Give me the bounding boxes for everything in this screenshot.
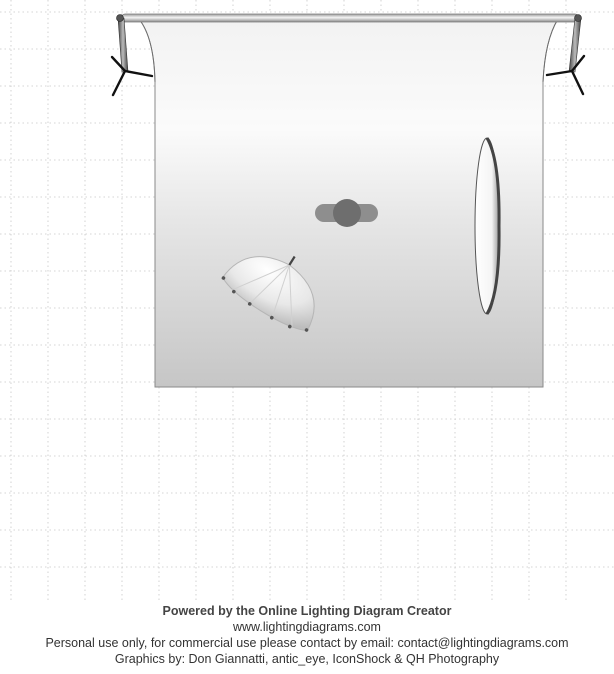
- backdrop-crossbar: [122, 14, 578, 22]
- footer-license: Personal use only, for commercial use please contact by email: contact@lightingdiagrams.com: [45, 636, 569, 650]
- reflector[interactable]: [475, 138, 499, 314]
- footer-credits: Graphics by: Don Giannatti, antic_eye, IconShock & QH Photography: [114, 652, 500, 666]
- footer-url[interactable]: www.lightingdiagrams.com: [233, 620, 381, 634]
- footer: [0, 603, 614, 667]
- footer-title: Powered by the Online Lighting Diagram Creator: [162, 604, 452, 618]
